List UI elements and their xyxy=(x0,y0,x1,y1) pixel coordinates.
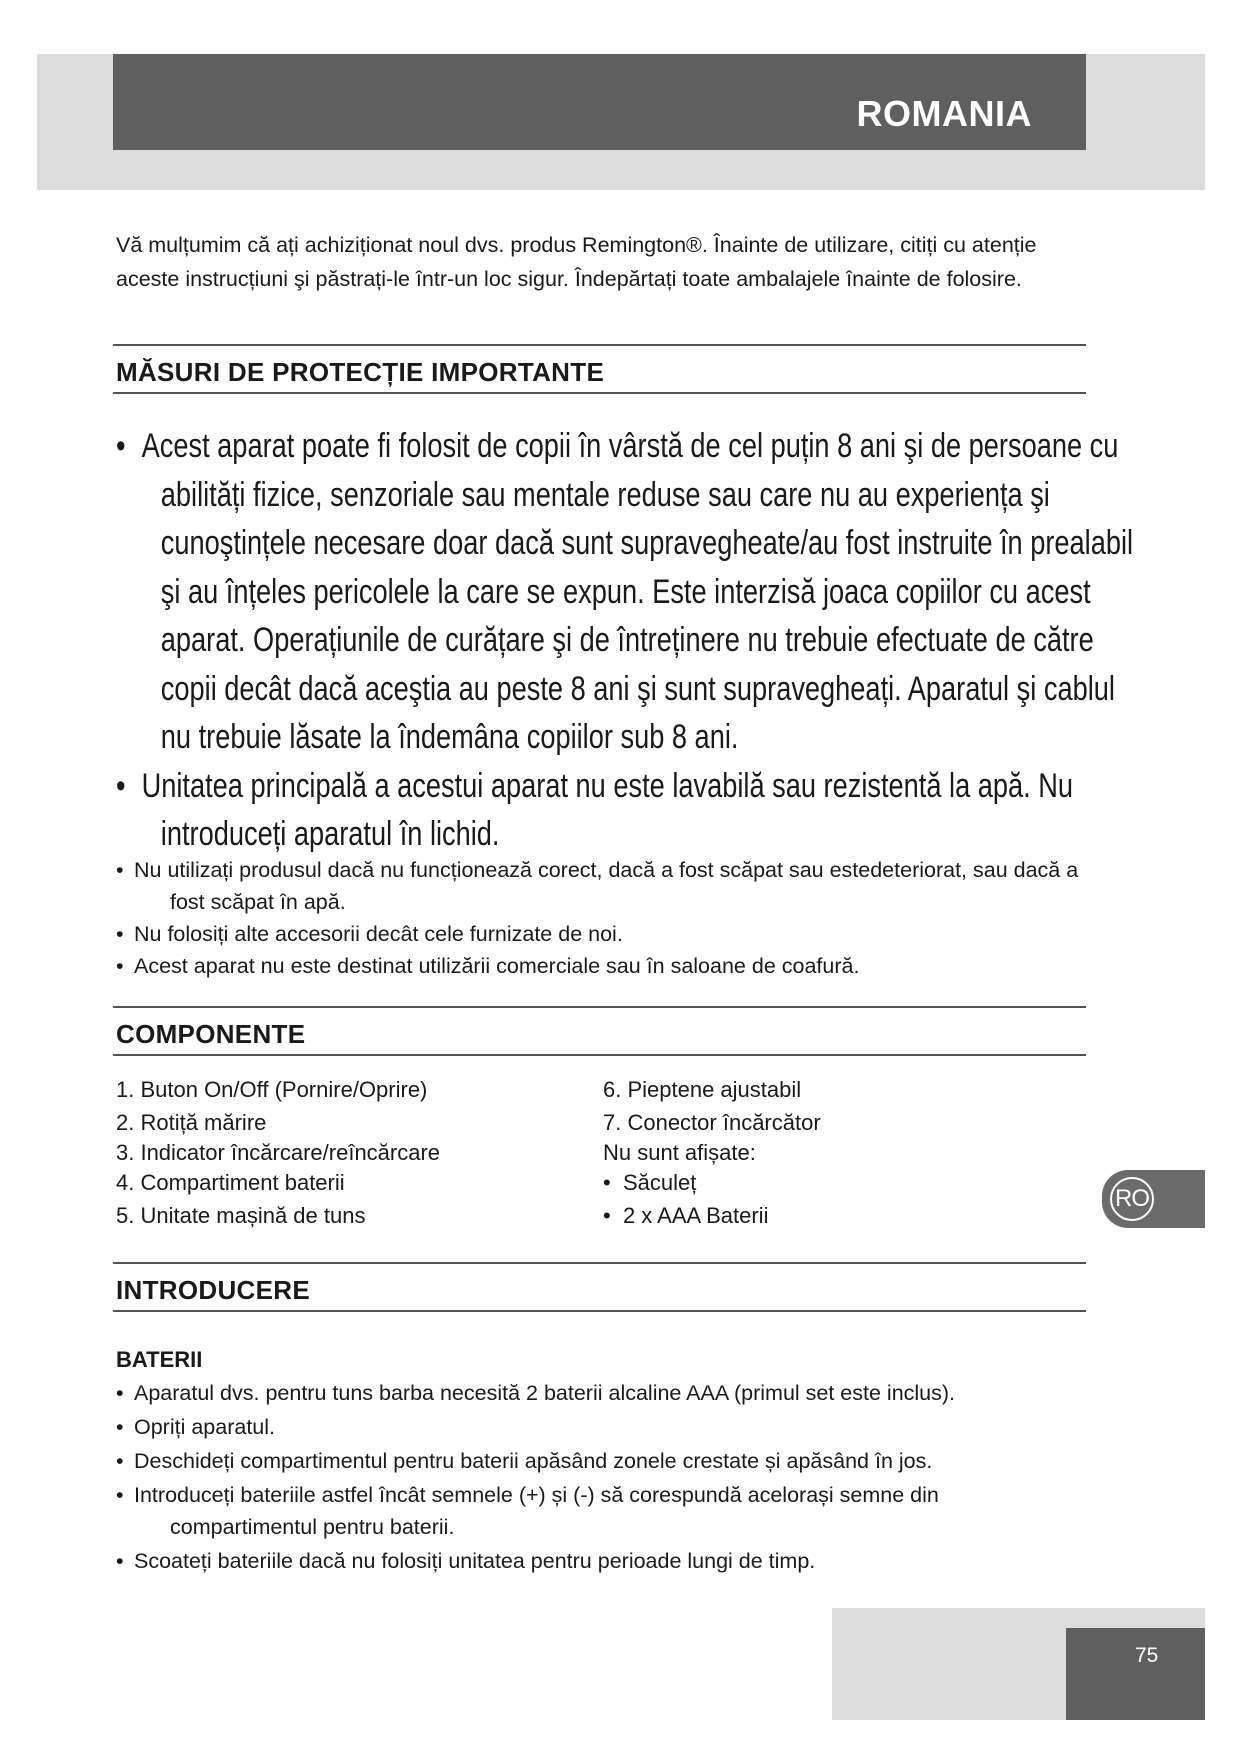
list-item: • Unitatea principală a acestui aparat nu este lavabilă sau rezistentă la apă. Nu introduceți aparatul în lichid. xyxy=(116,762,1137,859)
not-shown-item: • Săculeț xyxy=(603,1166,821,1199)
batteries-list xyxy=(116,1377,1086,1579)
introduction-heading xyxy=(113,1262,1086,1312)
header-bar xyxy=(113,54,1086,150)
list-item: • Opriți aparatul. xyxy=(116,1411,1086,1443)
list-item: • Aparatul dvs. pentru tuns barba necesită 2 baterii alcaline AAA (primul set este inclus). xyxy=(116,1377,1086,1409)
component-item: 6. Pieptene ajustabil xyxy=(603,1077,802,1102)
page-title: ROMANIA xyxy=(856,93,1032,134)
list-item: • Deschideți compartimentul pentru baterii apăsând zonele crestate și apăsând în jos. xyxy=(116,1445,1086,1477)
safety-main-list xyxy=(116,422,1134,859)
component-item: 3. Indicator încărcare/reîncărcare xyxy=(116,1140,441,1165)
list-item: • Acest aparat nu este destinat utilizării comerciale sau în saloane de coafură. xyxy=(116,950,1086,982)
not-shown-label: Nu sunt afișate: xyxy=(603,1140,756,1165)
batteries-subheading: BATERII xyxy=(116,1347,203,1372)
safety-heading xyxy=(113,344,1086,394)
safety-secondary-list xyxy=(116,854,1086,982)
page-number: 75 xyxy=(1135,1644,1159,1667)
list-item: • Scoateți bateriile dacă nu folosiți unitatea pentru perioade lungi de timp. xyxy=(116,1545,1086,1577)
introduction-heading-text: INTRODUCERE xyxy=(116,1275,310,1305)
component-item: 5. Unitate mașină de tuns xyxy=(116,1203,366,1228)
safety-heading-text: MĂSURI DE PROTECȚIE IMPORTANTE xyxy=(116,357,605,387)
components-heading xyxy=(113,1006,1086,1056)
component-item: 7. Conector încărcător xyxy=(603,1110,821,1135)
list-item: • Nu folosiți alte accesorii decât cele furnizate de noi. xyxy=(116,918,1086,950)
components-heading-text: COMPONENTE xyxy=(116,1019,306,1049)
intro-paragraph: Vă mulțumim că ați achiziționat noul dvs. produs Remington®. Înainte de utilizare, citiți cu atenție aceste instrucțiuni şi păstrați-le într-un loc sigur. Îndepărtați toate ambalajele înainte de folosire. xyxy=(116,233,1037,291)
component-item: 4. Compartiment baterii xyxy=(116,1170,345,1195)
language-tab-label: RO xyxy=(1115,1185,1149,1212)
page-number-box xyxy=(1066,1628,1205,1720)
list-item: • Nu utilizați produsul dacă nu funcționează corect, dacă a fost scăpat sau estedeteriorat, sau dacă a fost scăpat în apă. xyxy=(116,854,1086,918)
components-right-column xyxy=(603,1073,821,1232)
not-shown-item: • 2 x AAA Baterii xyxy=(603,1199,821,1232)
language-tab xyxy=(1102,1170,1205,1228)
components-left-column xyxy=(116,1073,440,1232)
component-item: 2. Rotiță mărire xyxy=(116,1110,267,1135)
list-item: • Introduceți bateriile astfel încât semnele (+) și (-) să corespundă acelorași semne din compartimentul pentru baterii. xyxy=(116,1479,1086,1543)
list-item: • Acest aparat poate fi folosit de copii în vârstă de cel puțin 8 ani şi de persoane cu abilități fizice, senzoriale sau mentale reduse sau care nu au experiența şi cunoştințele necesare doar dacă sunt supravegheate/au fost instruite în prealabil şi au înțeles pericolele la care se expun. Este interzisă joaca copiilor cu acest aparat. Operațiunile de curățare şi de întreținere nu trebuie efectuate de către copii decât dacă aceştia au peste 8 ani şi sunt supravegheați. Aparatul şi cablul nu trebuie lăsate la îndemâna copiilor sub 8 ani. xyxy=(116,422,1137,762)
component-item: 1. Buton On/Off (Pornire/Oprire) xyxy=(116,1077,428,1102)
